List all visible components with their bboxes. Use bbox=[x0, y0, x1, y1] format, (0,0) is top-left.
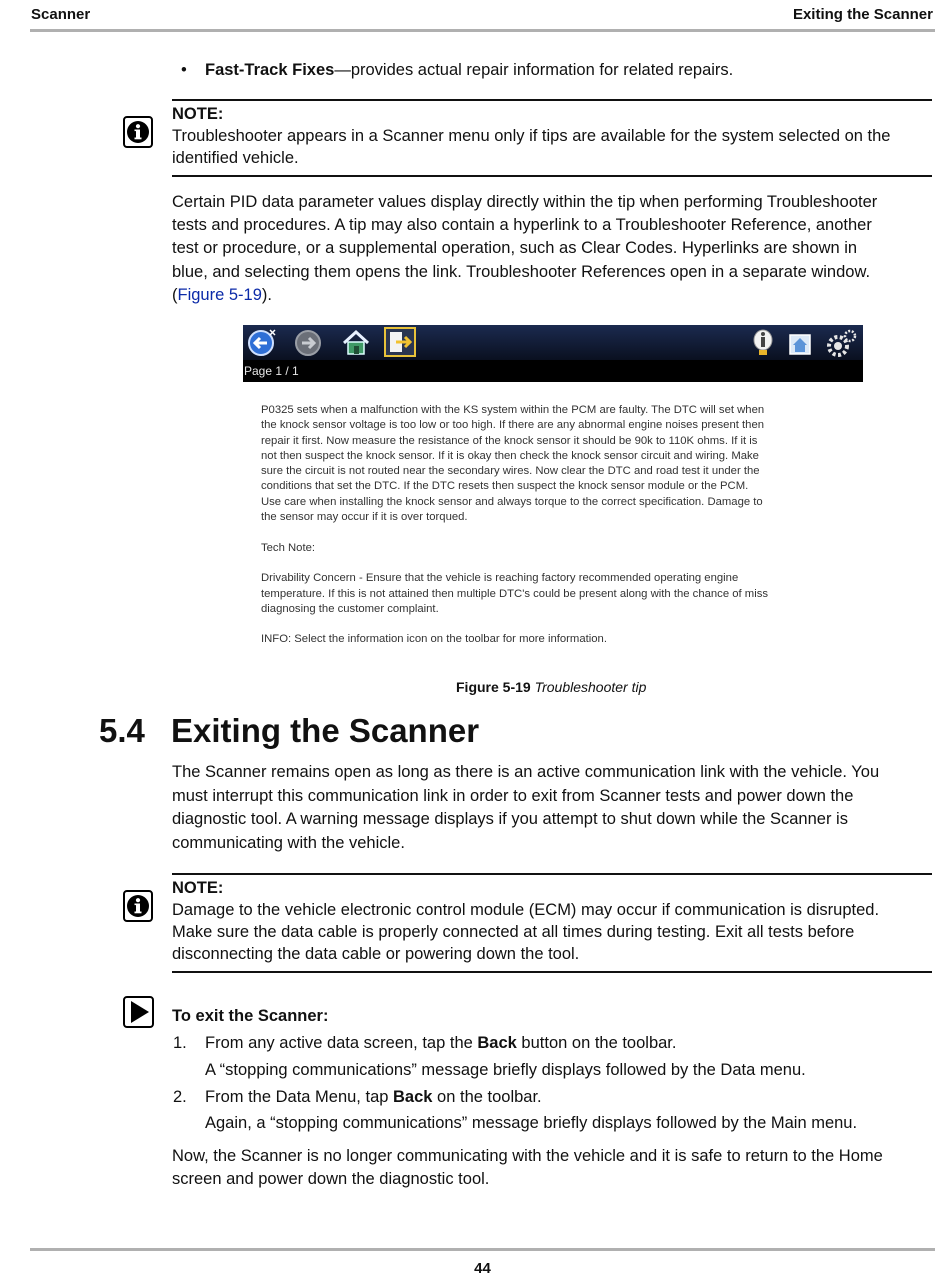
header-right: Exiting the Scanner bbox=[792, 6, 933, 23]
note2-line-2: Make sure the data cable is properly connected at all times during testing. Exit all tests before bbox=[172, 923, 855, 941]
page-number: 44 bbox=[474, 1260, 491, 1277]
step-1-post: button on the toolbar. bbox=[516, 1034, 677, 1052]
note1-top-rule bbox=[172, 99, 932, 101]
note1-bottom-rule bbox=[172, 175, 932, 177]
drivability-line: temperature. If this is not attained then multiple DTC's could be present along with the chance of miss bbox=[261, 587, 769, 600]
para1-line-4: blue, and selecting them opens the link. Troubleshooter References open in a separate window. bbox=[172, 263, 871, 281]
info-icon[interactable] bbox=[748, 328, 776, 356]
print-icon[interactable] bbox=[786, 328, 814, 356]
info-line: INFO: Select the information icon on the toolbar for more information. bbox=[261, 633, 607, 646]
header-rule bbox=[30, 29, 935, 32]
tip-line: P0325 sets when a malfunction with the KS system within the PCM are faulty. The DTC will set when bbox=[261, 404, 765, 416]
step-1-text bbox=[205, 1032, 676, 1055]
screenshot-toolbar bbox=[243, 325, 863, 360]
step-1-bold: Back bbox=[477, 1034, 517, 1052]
forward-icon[interactable] bbox=[293, 328, 321, 356]
troubleshooter-screenshot bbox=[243, 325, 863, 663]
drivability-line: Drivability Concern - Ensure that the vehicle is reaching factory recommended operating engine bbox=[261, 572, 739, 585]
para1-line-2: tests and procedures. A tip may also contain a hyperlink to a Troubleshooter Reference, another bbox=[172, 216, 872, 234]
note2-line-3: disconnecting the data cable or powering down the tool. bbox=[172, 945, 580, 963]
figure-title: Troubleshooter tip bbox=[534, 679, 647, 695]
tip-line: not then suspect the knock sensor. If it is okay then check the knock sensor circuit and wiring. Make bbox=[261, 449, 759, 462]
figure-caption bbox=[456, 679, 646, 695]
figure-number: Figure 5-19 bbox=[456, 679, 531, 695]
section-number: 5.4 bbox=[99, 712, 145, 749]
tip-line: repair it first. Now measure the resistance of the knock sensor it should be 90k to 110K ohms. If it is bbox=[261, 434, 758, 447]
page-indicator: Page 1 / 1 bbox=[243, 360, 863, 382]
note2-line-1: Damage to the vehicle electronic control module (ECM) may occur if communication is disrupted. bbox=[172, 901, 880, 919]
para3-line-1: Now, the Scanner is no longer communicating with the vehicle and it is safe to return to the Home bbox=[172, 1147, 883, 1165]
note2-top-rule bbox=[172, 873, 932, 875]
back-icon[interactable] bbox=[247, 328, 275, 356]
note1-line-1: Troubleshooter appears in a Scanner menu only if tips are available for the system selected on the bbox=[172, 127, 891, 145]
settings-icon[interactable] bbox=[826, 328, 854, 356]
info-icon bbox=[123, 890, 153, 922]
exit-icon[interactable] bbox=[384, 327, 416, 357]
note1-label: NOTE: bbox=[172, 105, 224, 123]
note2-label: NOTE: bbox=[172, 879, 224, 897]
tip-line: the sensor may occur if it is over torqued. bbox=[261, 511, 468, 524]
bullet-bold: Fast-Track Fixes bbox=[205, 61, 335, 79]
para1-ref-open: ( bbox=[172, 286, 178, 304]
bullet-rest: —provides actual repair information for related repairs. bbox=[334, 61, 734, 79]
tip-line: Use care when installing the knock sensor and always torque to the correct specification. Damage to bbox=[261, 495, 763, 508]
para2-line-2: must interrupt this communication link in order to exit from Scanner tests and power down the bbox=[172, 787, 854, 805]
tip-line: the knock sensor voltage is too low or too high. If there are any abnormal engine noises present then bbox=[261, 419, 765, 432]
step-2-result: Again, a “stopping communications” message briefly displays followed by the Main menu. bbox=[205, 1114, 858, 1132]
para1-ref-close: ). bbox=[261, 286, 272, 304]
bullet-dot: • bbox=[181, 61, 187, 79]
tip-line: sure the circuit is not routed near the secondary wires. Now clear the DTC and road test it under the bbox=[261, 465, 760, 478]
home-icon[interactable] bbox=[341, 328, 369, 356]
bullet-item bbox=[205, 59, 733, 82]
step-2-bold: Back bbox=[393, 1088, 433, 1106]
drivability-line: diagnosing the customer complaint. bbox=[261, 602, 439, 615]
footer-rule bbox=[30, 1248, 935, 1251]
para1-line-1: Certain PID data parameter values display directly within the tip when performing Troubleshooter bbox=[172, 193, 878, 211]
para1-line-3: test or procedure, or a supplemental operation, such as Clear Codes. Hyperlinks are shown in bbox=[172, 239, 858, 257]
para2-line-1: The Scanner remains open as long as there is an active communication link with the vehicle. You bbox=[172, 763, 880, 781]
tip-paragraph bbox=[261, 403, 853, 525]
drivability-paragraph bbox=[261, 571, 853, 617]
para2-line-4: communicating with the vehicle. bbox=[172, 834, 405, 852]
step-1-pre: From any active data screen, tap the bbox=[205, 1034, 478, 1052]
procedure-title: To exit the Scanner: bbox=[172, 1007, 329, 1025]
step-2-pre: From the Data Menu, tap bbox=[205, 1088, 394, 1106]
step-1-number: 1. bbox=[173, 1034, 187, 1052]
section-title: Exiting the Scanner bbox=[171, 712, 480, 749]
note1-line-2: identified vehicle. bbox=[172, 149, 299, 167]
tech-note-label: Tech Note: bbox=[261, 541, 316, 554]
header-left: Scanner bbox=[31, 6, 91, 23]
step-2-number: 2. bbox=[173, 1088, 187, 1106]
step-1-result: A “stopping communications” message briefly displays followed by the Data menu. bbox=[205, 1061, 806, 1079]
step-2-text bbox=[205, 1086, 542, 1109]
tip-text bbox=[243, 403, 853, 648]
step-2-post: on the toolbar. bbox=[432, 1088, 542, 1106]
para1-line-5 bbox=[172, 284, 272, 307]
para2-line-3: diagnostic tool. A warning message displays if you attempt to shut down while the Scanner is bbox=[172, 810, 848, 828]
info-icon bbox=[123, 116, 153, 148]
para3-line-2: screen and power down the diagnostic tool. bbox=[172, 1170, 490, 1188]
tip-line: conditions that set the DTC. If the DTC resets then suspect the knock sensor module or the PCM. bbox=[261, 480, 749, 493]
figure-link[interactable]: Figure 5-19 bbox=[177, 286, 262, 304]
procedure-arrow-icon bbox=[123, 996, 154, 1028]
note2-bottom-rule bbox=[172, 971, 932, 973]
